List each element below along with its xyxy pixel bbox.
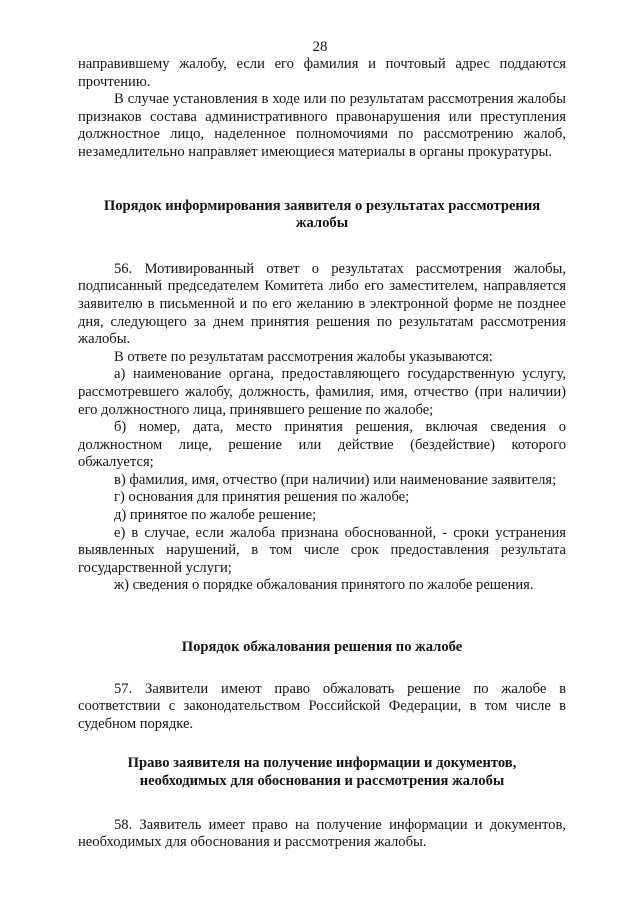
list-item-a: а) наименование органа, предоставляющего государственную услугу, рассмотревшего жалобу, должность, фамилия, имя, отчество (при наличии) его должностного лица, принявшего решение по жалобе; (78, 366, 566, 418)
paragraph-answer-intro: В ответе по результатам рассмотрения жалобы указываются: (114, 348, 493, 365)
paragraph-56: 56. Мотивированный ответ о результатах рассмотрения жалобы, подписанный председателем Комитета либо его заместителем, направляется заявителю в письменной и по его желанию в электронной форме не позднее дня, следующего за днем принятия решения по результатам рассмотрения жалобы. (78, 260, 566, 348)
heading-rights-line2: необходимых для обоснования и рассмотрения жалобы (139, 773, 505, 789)
list-item-d: д) принятое по жалобе решение; (114, 507, 317, 524)
list-item-e: е) в случае, если жалоба признана обоснованной, - сроки устранения выявленных нарушений, в том числе срок предоставления результата государственной услуги; (78, 524, 566, 576)
heading-informing-line1: Порядок информирования заявителя о результатах рассмотрения (103, 197, 541, 214)
list-item-zh: ж) сведения о порядке обжалования принятого по жалобе решения. (114, 577, 534, 594)
paragraph-continuation: направившему жалобу, если его фамилия и почтовый адрес поддаются прочтению. (78, 56, 566, 90)
list-item-v: в) фамилия, имя, отчество (при наличии) или наименование заявителя; (114, 471, 557, 488)
page-number: 28 (312, 39, 328, 55)
list-item-g: г) основания для принятия решения по жалобе; (114, 489, 410, 506)
heading-informing-line2: жалобы (295, 215, 349, 232)
heading-appeal: Порядок обжалования решения по жалобе (181, 639, 463, 656)
paragraph-58: 58. Заявитель имеет право на получение информации и документов, необходимых для обоснования и рассмотрения жалобы. (78, 816, 566, 851)
paragraph-prosecution: В случае установления в ходе или по результатам рассмотрения жалобы признаков состава административного правонарушения или преступления должностное лицо, наделенное полномочиями по рассмотрению жалоб, незамедлительно направляет имеющиеся материалы в органы прокуратуры. (78, 91, 566, 160)
paragraph-57: 57. Заявители имеют право обжаловать решение по жалобе в соответствии с законодательством Российской Федерации, в том числе в судебном порядке. (78, 680, 566, 732)
document-body (78, 56, 566, 852)
heading-rights-line1: Право заявителя на получение информации и документов, (127, 755, 517, 772)
list-item-b: б) номер, дата, место принятия решения, включая сведения о должностном лице, решение или действие (бездействие) которого обжалуется; (78, 419, 566, 471)
